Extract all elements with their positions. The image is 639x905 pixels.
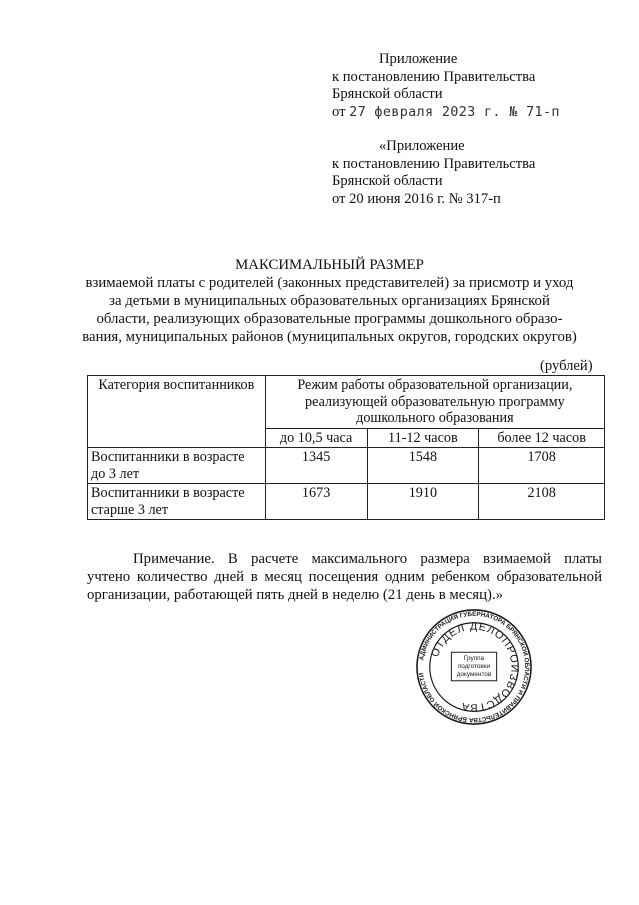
table-row xyxy=(88,484,605,520)
official-seal-stamp xyxy=(415,608,533,726)
table-cell-value: 1708 xyxy=(479,448,605,484)
column-header-mode: Режим работы образовательной организации, реализующей образовательную программу дошкольного образования xyxy=(265,376,604,429)
title-line: взимаемой платы с родителей (законных представителей) за присмотр и уход xyxy=(85,275,574,291)
annex-date-line xyxy=(332,104,560,122)
seal-outer-text: АДМИНИСТРАЦИЯ ГУБЕРНАТОРА БРЯНСКОЙ ОБЛАСТИ И ПРАВИТЕЛЬСТВА БРЯНСКОЙ ОБЛАСТИ xyxy=(418,610,531,724)
subcolumn-header: до 10,5 часа xyxy=(265,428,367,448)
subcolumn-header: 11-12 часов xyxy=(367,428,479,448)
title-line: вания, муниципальных районов (муниципальных округов, городских округов) xyxy=(82,329,577,345)
table-cell-value: 1345 xyxy=(265,448,367,484)
annex-header-previous xyxy=(332,138,535,208)
seal-center-line: Группа xyxy=(463,655,485,663)
subcolumn-header: более 12 часов xyxy=(479,428,605,448)
units-label: (рублей) xyxy=(540,358,593,374)
note-line: учтено количество дней в месяц посещения одним ребенком образовательной xyxy=(87,569,602,586)
note-line: Примечание. В расчете максимального размера взимаемой платы xyxy=(133,551,602,567)
table-row xyxy=(88,448,605,484)
annex-header-current xyxy=(332,51,560,121)
note-line: организации, работающей пять дней в неделю (21 день в месяц).» xyxy=(87,587,504,604)
table-cell-value: 1548 xyxy=(367,448,479,484)
seal-center-line: документов xyxy=(456,670,492,678)
table-cell-value: 1673 xyxy=(265,484,367,520)
table-header-row xyxy=(88,376,605,429)
title-heading: МАКСИМАЛЬНЫЙ РАЗМЕР xyxy=(235,257,424,273)
annex-date-prefix: от xyxy=(332,103,346,120)
table-cell-value: 1910 xyxy=(367,484,479,520)
title-line: за детьми в муниципальных образовательных организациях Брянской xyxy=(109,293,550,309)
title-line: области, реализующих образовательные программы дошкольного образо- xyxy=(96,311,563,327)
row-category: Воспитанники в возрасте до 3 лет xyxy=(88,448,266,484)
annex-decree-line: к постановлению Правительства xyxy=(332,68,536,85)
annex-label: Приложение xyxy=(379,51,458,67)
column-header-category: Категория воспитанников xyxy=(88,376,266,448)
annex-region-line: Брянской области xyxy=(332,86,443,102)
document-title xyxy=(60,256,599,346)
annex-date-stamp: 27 февраля 2023 г. № 71-п xyxy=(349,103,560,120)
seal-center-line: подготовки xyxy=(457,662,491,670)
row-category: Воспитанники в возрасте старше 3 лет xyxy=(88,484,266,520)
table-cell-value: 2108 xyxy=(479,484,605,520)
annex-date-line: от 20 июня 2016 г. № 317-п xyxy=(332,190,501,207)
annex-region-line: Брянской области xyxy=(332,173,443,189)
note-paragraph xyxy=(87,550,602,605)
annex-decree-line: к постановлению Правительства xyxy=(332,155,536,172)
fee-table xyxy=(87,375,605,520)
seal-inner-text: ОТДЕЛ ДЕЛОПРОИЗВОДСТВА xyxy=(429,620,521,714)
annex-label: «Приложение xyxy=(379,138,465,154)
